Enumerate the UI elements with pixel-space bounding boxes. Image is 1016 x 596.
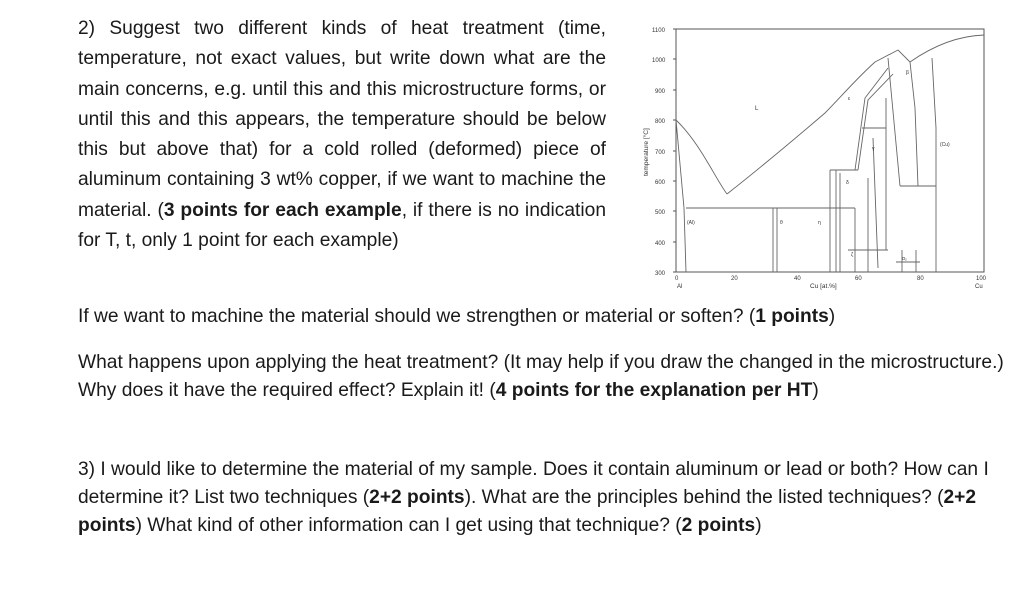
- y-tick-1000: 1000: [652, 58, 666, 64]
- strengthen-question-points: 1 points: [755, 306, 829, 327]
- y-tick-300: 300: [655, 271, 666, 277]
- label-liquid: L: [755, 106, 759, 112]
- y-tick-1100: 1100: [652, 28, 665, 34]
- question-3: [78, 456, 1008, 540]
- x-tick-40: 40: [794, 276, 801, 282]
- label-delta: δ: [846, 180, 849, 186]
- label-alpha2: α₂: [902, 256, 907, 262]
- question-2-intro: 2) Suggest two different kinds of heat treatment (time, temperature, not exact values, but write down what are the main concerns, e.g. until this and this microstructure forms, or until this and this appears, the temperature should be below this but above that) for a cold rolled (deformed) piece of aluminum containing 3 wt% copper, if we want to machine the material. (: [78, 18, 606, 221]
- label-cu-phase: (Cu): [940, 142, 950, 148]
- x-tick-20: 20: [731, 276, 738, 282]
- y-tick-500: 500: [655, 210, 666, 216]
- label-theta: θ: [780, 220, 783, 226]
- y-tick-600: 600: [655, 180, 666, 186]
- label-eta: η: [818, 220, 821, 226]
- label-al-phase: (Al): [687, 220, 695, 226]
- question-3-points1: 2+2 points: [369, 487, 465, 508]
- x-tick-0: 0: [675, 276, 679, 282]
- y-tick-700: 700: [655, 150, 666, 156]
- question-3-part4: ): [755, 515, 762, 536]
- heat-treatment-question-points: 4 points for the explanation per HT: [495, 380, 813, 401]
- y-tick-900: 900: [655, 89, 666, 95]
- strengthen-question-text: If we want to machine the material should we strengthen or material or soften? (: [78, 306, 756, 327]
- question-3-part3: ) What kind of other information can I get using that technique? (: [135, 515, 682, 536]
- y-tick-800: 800: [655, 119, 666, 125]
- question-2-text: [78, 14, 606, 256]
- question-2-tail: , if there is no indication for T, t, only 1 point for each example): [78, 199, 606, 252]
- x-tick-80: 80: [917, 276, 924, 282]
- x-tick-60: 60: [855, 276, 862, 282]
- question-2-points-each: 3 points for each example: [163, 199, 402, 221]
- question-3-part2: ). What are the principles behind the listed techniques? (: [464, 487, 944, 508]
- heat-treatment-question: [78, 349, 1008, 405]
- heat-treatment-question-close: ): [812, 380, 819, 401]
- y-tick-400: 400: [655, 241, 666, 247]
- label-gamma: γ: [872, 146, 875, 152]
- heat-treatment-question-text: What happens upon applying the heat treatment? (It may help if you draw the changed in the microstructure.) Why does it have the required effect? Explain it! (: [78, 352, 1004, 401]
- question-3-points2: 2+2 points: [78, 487, 977, 536]
- al-cu-phase-diagram: [640, 18, 1000, 300]
- strengthen-question: [78, 303, 1008, 331]
- label-beta: β: [906, 70, 909, 76]
- label-epsilon: ε: [848, 96, 851, 102]
- label-zeta: ζ: [851, 252, 854, 258]
- strengthen-question-close: ): [828, 306, 836, 327]
- y-axis-label: temperature [°C]: [643, 128, 650, 176]
- question-3-part1: 3) I would like to determine the material of my sample. Does it contain aluminum or lead or both? How can I determine it? List two techniques (: [78, 459, 989, 508]
- phase-boundaries: [676, 35, 984, 272]
- x-element-al: Al: [677, 284, 683, 290]
- x-tick-100: 100: [976, 276, 987, 282]
- x-element-cu: Cu: [975, 284, 983, 290]
- question-3-points3: 2 points: [681, 515, 756, 536]
- question-2: [78, 14, 606, 256]
- x-axis-label: Cu [at.%]: [810, 283, 837, 290]
